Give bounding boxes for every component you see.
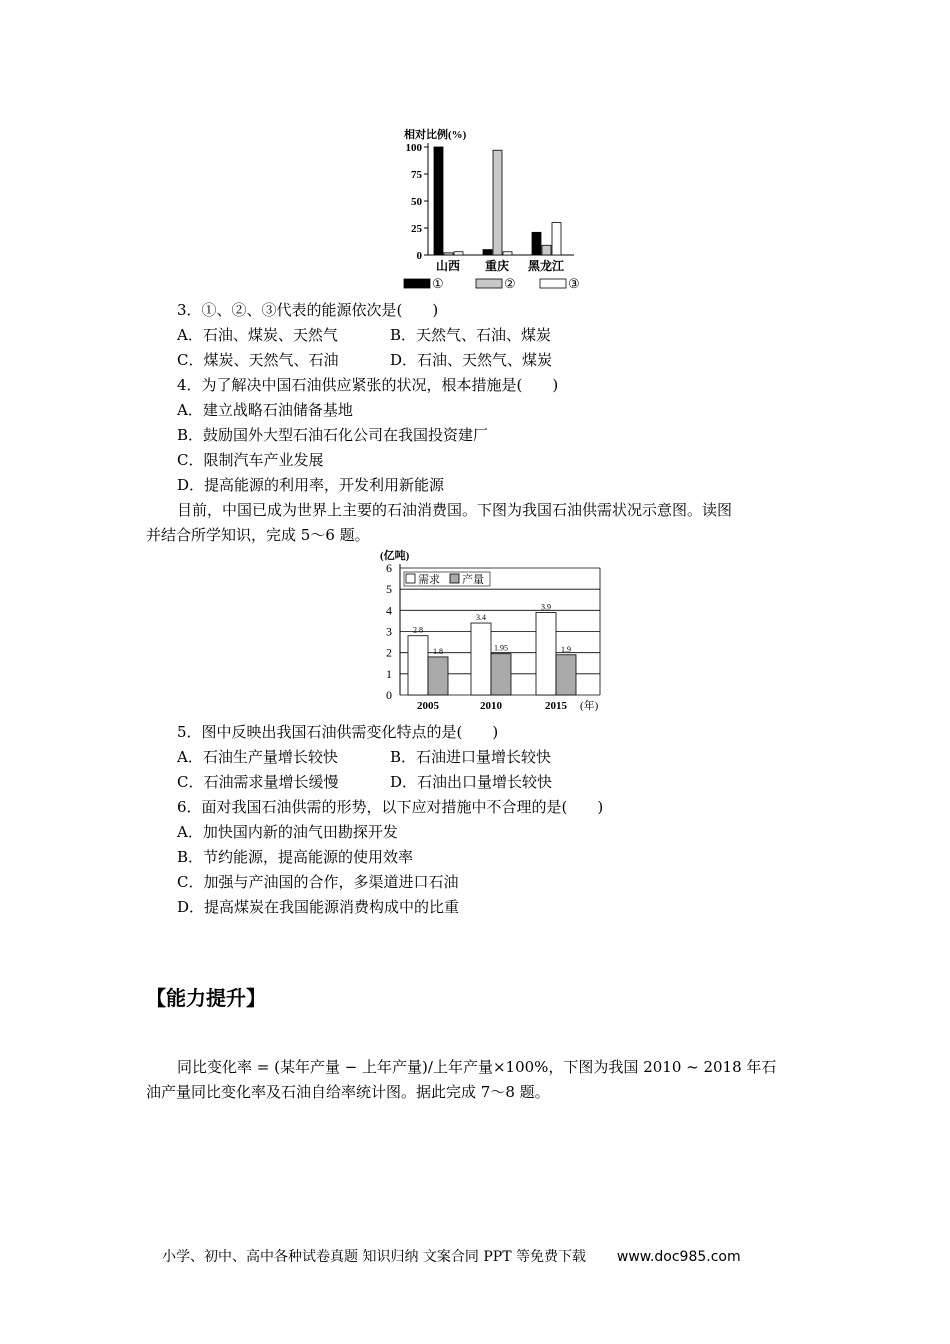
x-tick-label: 重庆 [484, 259, 510, 273]
data-label: 1.8 [433, 646, 443, 656]
data-label: 2.8 [413, 625, 423, 635]
legend-swatch-需求 [406, 574, 415, 583]
bar-2-1 [493, 150, 502, 255]
y-tick-label: 100 [405, 142, 422, 154]
y-tick-label: 25 [411, 223, 422, 235]
q6-option-d: D．提高煤炭在我国能源消费构成中的比重 [177, 898, 460, 916]
q3-option-c: C．煤炭、天然气、石油 [177, 351, 339, 369]
bar-需求-2010 [471, 623, 491, 695]
energy-ratio-chart [392, 122, 592, 294]
q3-option-b: B．天然气、石油、煤炭 [390, 326, 552, 344]
q5-stem: 5．图中反映出我国石油供需变化特点的是( ) [177, 723, 499, 741]
y-tick-label: 3 [386, 624, 392, 639]
q4-option-c: C．限制汽车产业发展 [177, 451, 324, 469]
bar-2-2 [542, 245, 551, 255]
q4-option-d: D．提高能源的利用率，开发利用新能源 [177, 476, 445, 494]
data-label: 1.95 [494, 643, 508, 653]
q3-option-d: D．石油、天然气、煤炭 [390, 351, 553, 369]
section-title: 【能力提升】 [146, 986, 266, 1010]
y-tick-label: 6 [386, 561, 392, 575]
bar-产量-2015 [556, 655, 576, 695]
y-tick-label: 75 [411, 169, 422, 181]
y-tick-label: 1 [386, 666, 392, 681]
legend-swatch-2 [476, 279, 502, 288]
bar-1-2 [532, 232, 541, 255]
data-label: 1.9 [561, 644, 571, 654]
intro-7-8-line2: 油产量同比变化率及石油自给率统计图。据此完成 7～8 题。 [146, 1083, 550, 1101]
y-axis-unit: (亿吨) [380, 550, 410, 562]
q6-stem: 6．面对我国石油供需的形势，以下应对措施中不合理的是( ) [177, 798, 604, 816]
bar-需求-2005 [408, 636, 428, 695]
bar-2-0 [444, 253, 453, 255]
q5-option-a: A．石油生产量增长较快 [177, 748, 338, 766]
legend-label-1: ① [432, 276, 444, 291]
x-tick-label: 2015 [545, 700, 567, 712]
bar-1-1 [483, 250, 492, 255]
q5-option-c: C．石油需求量增长缓慢 [177, 773, 339, 791]
q6-option-b: B．节约能源，提高能源的使用效率 [177, 848, 414, 866]
data-label: 3.9 [541, 602, 551, 612]
q4-stem: 4．为了解决中国石油供应紧张的状况，根本措施是( ) [177, 376, 559, 394]
footer-site[interactable]: www.doc985.com [616, 1249, 741, 1265]
q6-option-a: A．加快国内新的油气田勘探开发 [177, 823, 398, 841]
legend-label-2: ② [504, 276, 516, 291]
data-label: 3.4 [476, 613, 486, 623]
q5-option-b: B．石油进口量增长较快 [390, 748, 552, 766]
intro-5-6-line1: 目前，中国已成为世界上主要的石油消费国。下图为我国石油供需状况示意图。读图 [177, 501, 733, 519]
y-tick-label: 5 [386, 582, 392, 597]
q5-option-d: D．石油出口量增长较快 [390, 773, 553, 791]
intro-7-8-line1: 同比变化率 = (某年产量 − 上年产量)/上年产量×100%，下图为我国 2010 ~ 2018 年石 [177, 1058, 777, 1076]
x-tick-label: 2005 [417, 700, 439, 712]
bar-需求-2015 [536, 612, 556, 695]
q4-option-a: A．建立战略石油储备基地 [177, 401, 353, 419]
y-tick-label: 50 [411, 196, 422, 208]
y-tick-label: 4 [386, 603, 392, 618]
q6-option-c: C．加强与产油国的合作，多渠道进口石油 [177, 873, 459, 891]
y-tick-label: 0 [416, 250, 422, 262]
bar-3-0 [454, 252, 463, 255]
intro-5-6-line2: 并结合所学知识，完成 5～6 题。 [146, 526, 370, 544]
q3-stem: 3．①、②、③代表的能源依次是( ) [177, 301, 439, 319]
bar-产量-2010 [491, 654, 511, 695]
oil-supply-demand-chart [366, 548, 606, 714]
legend-swatch-产量 [450, 574, 459, 583]
legend-label-3: ③ [568, 276, 580, 291]
y-axis-label: 相对比例(%) [404, 129, 467, 141]
y-tick-label: 2 [386, 645, 392, 660]
q3-option-a: A．石油、煤炭、天然气 [177, 326, 338, 344]
x-tick-label: 黑龙江 [527, 259, 565, 273]
bar-3-1 [503, 252, 512, 255]
bar-产量-2005 [428, 657, 448, 695]
bar-3-2 [552, 223, 561, 255]
x-tick-label: 2010 [480, 700, 502, 712]
bar-1-0 [434, 147, 443, 255]
q4-option-b: B．鼓励国外大型石油石化公司在我国投资建厂 [177, 426, 489, 444]
legend-swatch-3 [540, 279, 566, 288]
footer-text: 小学、初中、高中各种试卷真题 知识归纳 文案合同 PPT 等免费下载 [162, 1249, 586, 1265]
legend-label-产量: 产量 [462, 574, 484, 586]
x-tick-label: 山西 [435, 259, 461, 273]
legend-swatch-1 [404, 279, 430, 288]
y-tick-label: 0 [386, 688, 392, 702]
legend-label-需求: 需求 [418, 574, 440, 586]
x-axis-unit: (年) [580, 700, 599, 712]
